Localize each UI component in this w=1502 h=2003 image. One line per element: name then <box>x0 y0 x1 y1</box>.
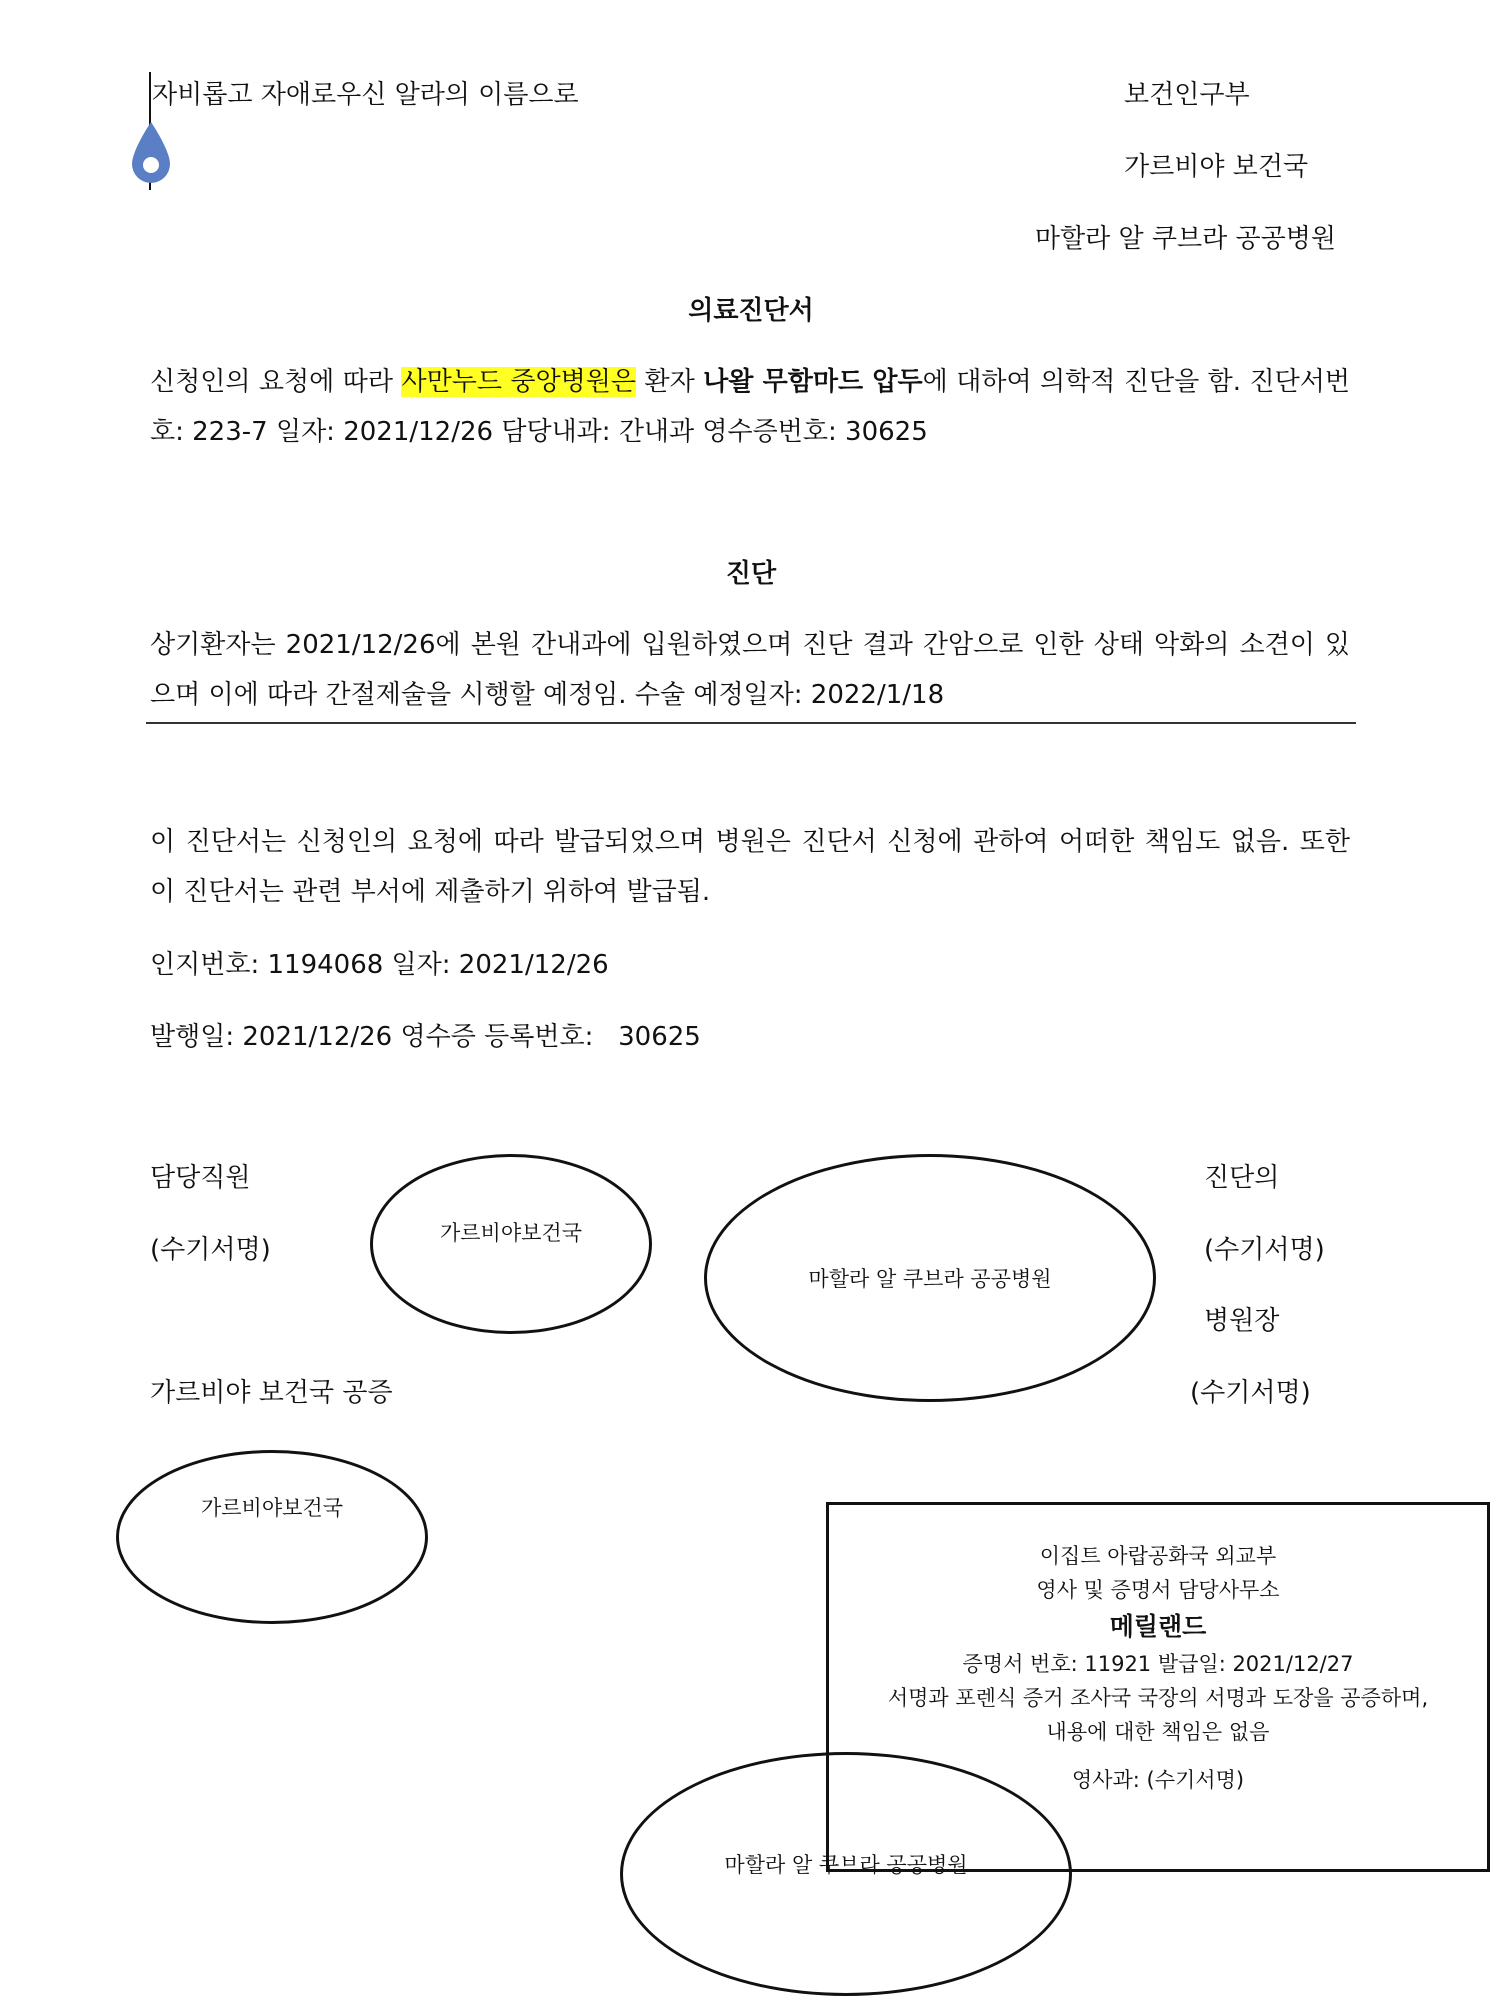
director-label: 병원장 <box>1204 1306 1280 1336</box>
staff-label: 담당직원 <box>150 1163 251 1193</box>
patient-name: 나왈 무함마드 압두 <box>703 367 923 397</box>
cert-number-line: 증명서 번호: 11921 발급일: 2021/12/27 <box>962 1652 1354 1676</box>
diagnosis-title: 진단 <box>725 559 777 589</box>
cert-ministry: 이집트 아랍공화국 외교부 <box>1039 1544 1277 1568</box>
cert-office: 영사 및 증명서 담당사무소 <box>1036 1578 1280 1602</box>
director-signature: (수기서명) <box>1190 1378 1311 1408</box>
water-drop-icon <box>128 120 174 186</box>
hospital-name-header: 마할라 알 쿠브라 공공병원 <box>1034 224 1336 254</box>
stamp-number-line: 인지번호: 1194068 일자: 2021/12/26 <box>150 950 609 980</box>
section-divider <box>146 722 1356 724</box>
directorate-name: 가르비야 보건국 <box>1124 152 1309 182</box>
intro-paragraph: 신청인의 요청에 따라 사만누드 중앙병원은 환자 나왈 무함마드 압두에 대하여 의학적 진단을 함. 진단서번호: 223-7 일자: 2021/12/26 담당내과: 간내과 영수증번호: 30625 <box>150 367 1350 447</box>
staff-signature: (수기서명) <box>150 1235 271 1265</box>
cert-statement-2: 내용에 대한 책임은 없음 <box>1046 1720 1270 1744</box>
seal-garbiya-1: 가르비야보건국 <box>370 1154 652 1334</box>
disclaimer-paragraph: 이 진단서는 신청인의 요청에 따라 발급되었으며 병원은 진단서 신청에 관하여 어떠한 책임도 없음. 또한 이 진단서는 관련 부서에 제출하기 위하여 발급됨. <box>150 827 1350 907</box>
notary-label: 가르비야 보건국 공증 <box>150 1378 393 1408</box>
doctor-signature: (수기서명) <box>1204 1235 1325 1265</box>
diagnosis-paragraph: 상기환자는 2021/12/26에 본원 간내과에 입원하였으며 진단 결과 간암으로 인한 상태 악화의 소견이 있으며 이에 따라 간절제술을 시행할 예정임. 수술 예정일자: 2022/1/18 <box>150 630 1350 710</box>
highlighted-hospital-name: 사만누드 중앙병원은 <box>401 367 636 397</box>
cert-consul-signature: 영사과: (수기서명) <box>1071 1768 1245 1792</box>
issue-date-line: 발행일: 2021/12/26 영수증 등록번호: 30625 <box>150 1022 701 1052</box>
seal-mahalla-hospital-2: 마할라 알 쿠브라 공공병원 <box>620 1752 1072 1996</box>
invocation-text: 자비롭고 자애로우신 알라의 이름으로 <box>152 80 579 110</box>
seal-mahalla-hospital-1: 마할라 알 쿠브라 공공병원 <box>704 1154 1156 1402</box>
cert-statement-1: 서명과 포렌식 증거 조사국 국장의 서명과 도장을 공증하며, <box>887 1686 1429 1710</box>
cert-place: 메릴랜드 <box>1109 1612 1207 1641</box>
seal-garbiya-2: 가르비야보건국 <box>116 1450 428 1624</box>
document-title: 의료진단서 <box>688 296 814 326</box>
ministry-name: 보건인구부 <box>1124 80 1250 110</box>
doctor-label: 진단의 <box>1204 1163 1280 1193</box>
